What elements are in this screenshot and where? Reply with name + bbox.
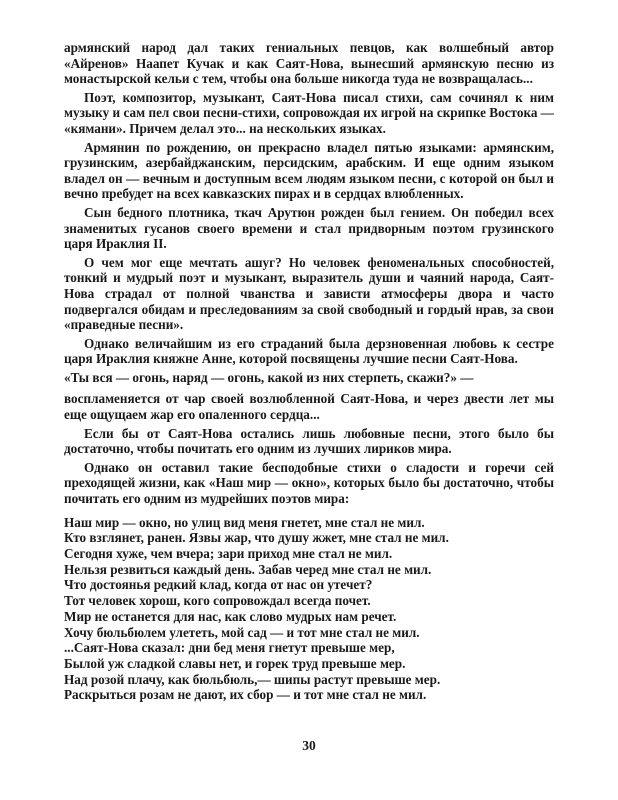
poem-line: Сегодня хуже, чем вчера; зари приход мне стал не мил.: [64, 546, 393, 562]
paragraph: Однако он оставил такие бесподобные стихи о сладости и горечи сей преходящей жизни, как «Наш мир — окно», которых было бы достаточно, чтобы почитать его одним из мудрейших поэтов мира:: [64, 459, 554, 507]
paragraph: Поэт, композитор, музыкант, Саят-Нова писал стихи, сам сочинял к ним музыку и сам пел свои песни-стихи, сопровождая их игрой на скрипке Востока — «кямани». Причем делал это... на нескольких языках.: [64, 89, 554, 136]
poem-line: Наш мир — окно, но улиц вид меня гнетет, мне стал не мил.: [64, 514, 425, 530]
poem-line: Хочу бюльбюлем улететь, мой сад — и тот мне стал не мил.: [64, 624, 420, 640]
poem-line: Былой уж сладкой славы нет, и горек труд превыше мер.: [64, 655, 406, 671]
page-body: [64, 40, 554, 703]
poem-line: Мир не останется для нас, как слово мудрых нам речет.: [64, 608, 397, 624]
poem-line: Раскрыться розам не дают, их сбор — и тот мне стал не мил.: [64, 687, 427, 703]
quoted-line: «Ты вся — огонь, наряд — огонь, какой из них стерпеть, скажи?» —: [64, 369, 474, 385]
poem-line: Тот человек хорош, кого сопровождал всегда почет.: [64, 593, 371, 609]
paragraph: воспламеняется от чар своей возлюбленной Саят-Нова, и через двести лет мы еще ощущаем жар его опаленного сердца...: [64, 391, 554, 423]
page-number: 30: [302, 738, 316, 753]
poem-line: Над розой плачу, как бюльбюль,— шипы растут превыше мер.: [64, 671, 441, 687]
paragraph: Если бы от Саят-Нова остались лишь любовные песни, этого было бы достаточно, чтобы почитать его одним из лучших лириков мира.: [64, 425, 554, 457]
paragraph: Однако величайшим из его страданий была дерзновенная любовь к сестре царя Ираклия княжне Анне, которой посвящены лучшие песни Саят-Нова.: [64, 335, 554, 367]
poem-line: Что достоянья редкий клад, когда от нас он утечет?: [64, 577, 373, 593]
poem-line: ...Саят-Нова сказал: дни бед меня гнетут превыше мер,: [64, 640, 395, 656]
poem: [64, 515, 554, 703]
paragraph: Армянин по рождению, он прекрасно владел пятью языками: армянским, грузинским, азербайджанским, персидским, арабским. И еще одним языком владел он — вечным и доступным всем людям языком песни, с которой он был и вечно пребудет на всех кавказских пирах и в сердцах влюбленных.: [64, 139, 554, 202]
paragraph: армянский народ дал таких гениальных певцов, как волшебный автор «Айренов» Наапет Кучак и как Саят-Нова, вынесший армянскую песню из монастырской кельи с тем, чтобы она больше никогда туда не возвращалась...: [64, 40, 554, 87]
poem-line: Кто взглянет, ранен. Язвы жар, что душу жжет, мне стал не мил.: [64, 530, 449, 546]
paragraph: О чем мог еще мечтать ашуг? Но человек феноменальных способностей, тонкий и мудрый поэт и музыкант, выразитель души и чаяний народа, Саят-Нова страдал от полной чванства и зависти атмосферы двора и часто подвергался обидам и преследованиям за свой свободный и гордый нрав, за свои «праведные песни».: [64, 254, 554, 333]
poem-line: Нельзя резвиться каждый день. Забав черед мне стал не мил.: [64, 561, 432, 577]
paragraph: Сын бедного плотника, ткач Арутюн рожден был гением. Он победил всех знаменитых гусанов своего времени и стал придворным поэтом грузинского царя Ираклия II.: [64, 204, 554, 252]
